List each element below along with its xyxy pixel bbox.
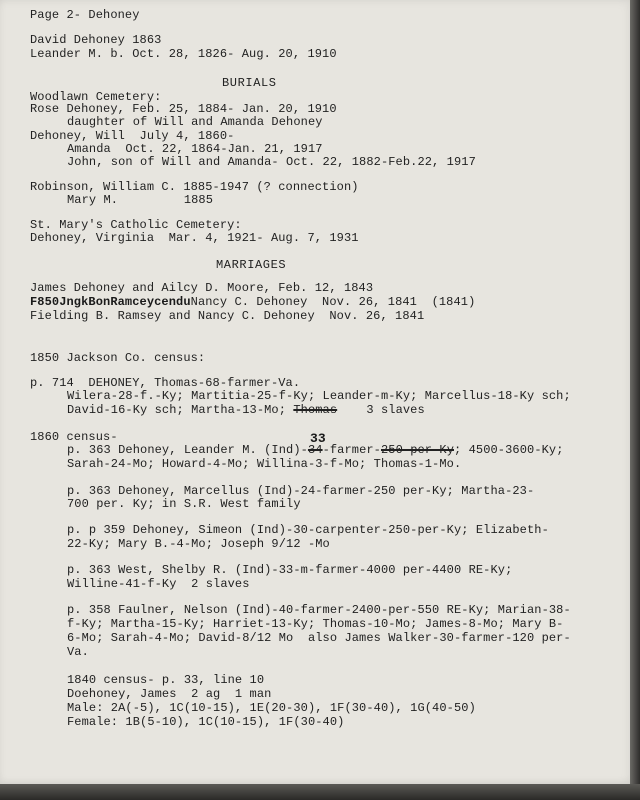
burial-robinson: Robinson, William C. 1885-1947 (? connection) — [30, 180, 359, 194]
census-1840-label: 1840 census- p. 33, line 10 — [67, 673, 265, 687]
page-edge-shadow-bottom — [0, 784, 640, 800]
woodlawn-label: Woodlawn Cemetery: — [30, 90, 162, 104]
census-1860-e4-line2: Willine-41-f-Ky 2 slaves — [67, 577, 250, 591]
header-line-leander: Leander M. b. Oct. 28, 1826- Aug. 20, 1910 — [30, 47, 337, 61]
e1-age-struck: 34 — [307, 443, 323, 457]
census-1840-line1: Doehoney, James 2 ag 1 man — [67, 687, 272, 701]
burial-mary: Mary M. 1885 — [67, 193, 214, 207]
marriage-1: James Dehoney and Ailcy D. Moore, Feb. 12, 1843 — [30, 281, 374, 295]
marriage-2-rest: Nancy C. Dehoney Nov. 26, 1841 (1841) — [190, 295, 476, 309]
marriage-3: Fielding B. Ramsey and Nancy C. Dehoney Nov. 26, 1841 — [30, 309, 425, 323]
burial-rose-note: daughter of Will and Amanda Dehoney — [67, 115, 323, 129]
census-1860-e5-line1: p. 358 Faulner, Nelson (Ind)-40-farmer-2400-per-550 RE-Ky; Marian-38- — [67, 603, 571, 617]
census-1860-e5-line2: f-Ky; Martha-15-Ky; Harriet-13-Ky; Thomas-10-Mo; James-8-Mo; Mary B- — [67, 617, 564, 631]
e1-mid: -farmer- — [322, 443, 381, 457]
census-1850-line3 — [67, 403, 425, 417]
header-line-david: David Dehoney 1863 — [30, 33, 162, 47]
burial-john: John, son of Will and Amanda- Oct. 22, 1882-Feb.22, 1917 — [67, 155, 476, 169]
census-1840-female: Female: 1B(5-10), 1C(10-15), 1F(30-40) — [67, 715, 345, 729]
census-1860-e4-line1: p. 363 West, Shelby R. (Ind)-33-m-farmer-4000 per-4400 RE-Ky; — [67, 563, 513, 577]
e1-age-overwrite: 33 — [309, 431, 326, 446]
e1-post: ; 4500-3600-Ky; — [454, 443, 564, 457]
burial-amanda: Amanda Oct. 22, 1864-Jan. 21, 1917 — [67, 142, 323, 156]
burial-rose: Rose Dehoney, Feb. 25, 1884- Jan. 20, 1910 — [30, 102, 337, 116]
census-1860-e3-line1: p. p 359 Dehoney, Simeon (Ind)-30-carpenter-250-per-Ky; Elizabeth- — [67, 523, 549, 537]
e1-pre: p. 363 Dehoney, Leander M. (Ind)- — [67, 443, 308, 457]
census-1860-e5-line4: Va. — [67, 645, 89, 659]
census-1860-e3-line2: 22-Ky; Mary B.-4-Mo; Joseph 9/12 -Mo — [67, 537, 330, 551]
census-1860-e1-line2: Sarah-24-Mo; Howard-4-Mo; Willina-3-f-Mo; Thomas-1-Mo. — [67, 457, 462, 471]
burials-heading: BURIALS — [222, 76, 277, 90]
census-1860-label: 1860 census- — [30, 430, 118, 444]
e1-struck-value: 250 per Ky — [380, 443, 454, 457]
stmary-label: St. Mary's Catholic Cemetery: — [30, 218, 242, 232]
census-1850-line3-post: 3 slaves — [337, 403, 425, 417]
page-title: Page 2- Dehoney — [30, 8, 140, 22]
page-edge-shadow-right — [630, 0, 640, 800]
census-1850-struck-name: Thomas — [293, 403, 338, 417]
census-1840-male: Male: 2A(-5), 1C(10-15), 1E(20-30), 1F(30-40), 1G(40-50) — [67, 701, 476, 715]
census-1850-head: p. 714 DEHONEY, Thomas-68-farmer-Va. — [30, 376, 301, 390]
burial-virginia: Dehoney, Virginia Mar. 4, 1921- Aug. 7, 1931 — [30, 231, 359, 245]
census-1860-e2-line1: p. 363 Dehoney, Marcellus (Ind)-24-farmer-250 per-Ky; Martha-23- — [67, 484, 535, 498]
census-1850-line2: Wilera-28-f.-Ky; Martitia-25-f-Ky; Leander-m-Ky; Marcellus-18-Ky sch; — [67, 389, 571, 403]
marriage-2-overtype: F850JngkBonRamceycendu — [30, 295, 191, 309]
marriage-2 — [30, 295, 475, 309]
e1-age-correction — [307, 431, 326, 457]
census-1850-label: 1850 Jackson Co. census: — [30, 351, 206, 365]
marriages-heading: MARRIAGES — [216, 258, 287, 272]
census-1850-line3-pre: David-16-Ky sch; Martha-13-Mo; — [67, 403, 294, 417]
census-1860-e2-line2: 700 per. Ky; in S.R. West family — [67, 497, 301, 511]
census-1860-e5-line3: 6-Mo; Sarah-4-Mo; David-8/12 Mo also James Walker-30-farmer-120 per- — [67, 631, 571, 645]
burial-will: Dehoney, Will July 4, 1860- — [30, 129, 235, 143]
